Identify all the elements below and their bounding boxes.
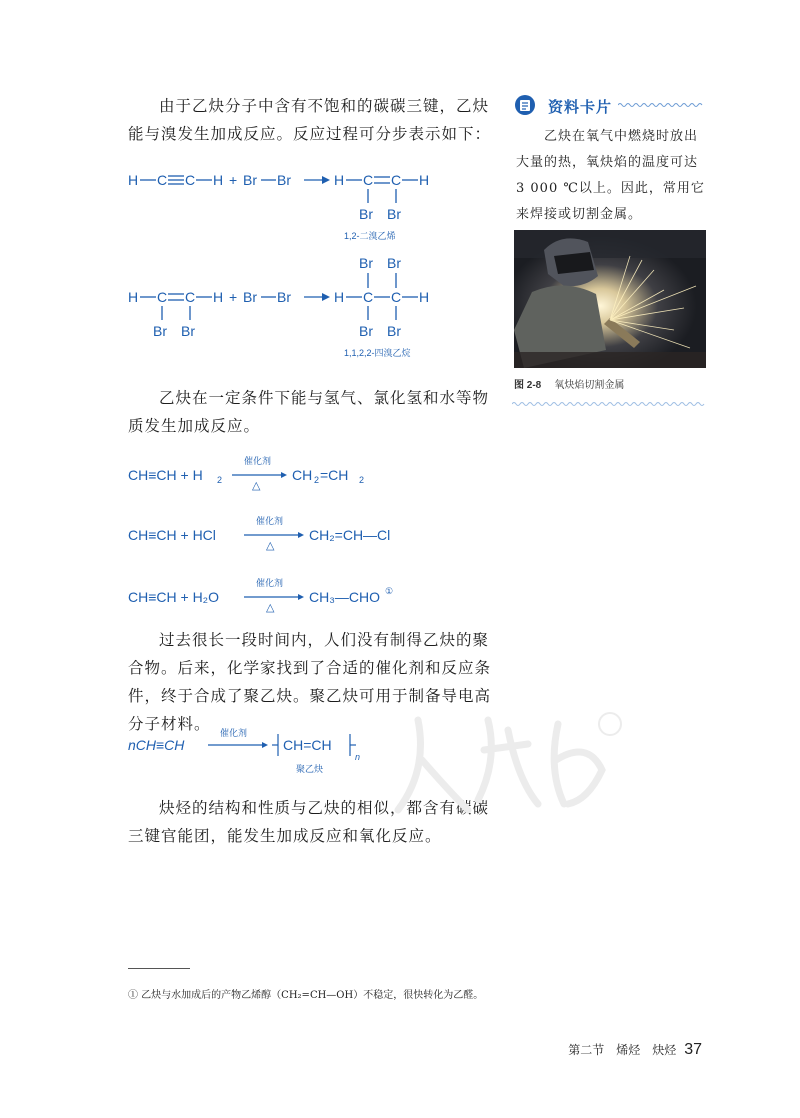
paragraph-3: 过去很长一段时间内，人们没有制得乙炔的聚合物。后来，化学家找到了合适的催化剂和反应条件，终于合成了聚乙炔。聚乙炔可用于制备导电高分子材料。 <box>128 631 492 733</box>
svg-text:Br: Br <box>359 323 373 339</box>
svg-text:C: C <box>363 172 374 188</box>
welding-photo <box>514 230 706 368</box>
svg-text:CH₂=CH—Cl: CH₂=CH—Cl <box>309 527 391 543</box>
reaction-acetylene-bromine-step1 <box>126 165 456 247</box>
svg-text:Br: Br <box>387 323 401 339</box>
svg-text:H: H <box>334 172 345 188</box>
paragraph-1: 由于乙炔分子中含有不饱和的碳碳三键，乙炔能与溴发生加成反应。反应过程可分步表示如下： <box>128 97 492 143</box>
footnote-rule <box>128 968 190 969</box>
svg-text:CH₃—CHO: CH₃—CHO <box>309 589 381 605</box>
svg-text:催化剂: 催化剂 <box>256 516 284 526</box>
svg-text:Br: Br <box>387 206 401 222</box>
svg-text:Br: Br <box>243 172 257 188</box>
svg-text:Br: Br <box>359 255 373 271</box>
figure-caption-text: 氧炔焰切割金属 <box>554 380 625 391</box>
svg-text:Br: Br <box>387 255 401 271</box>
svg-text:CH: CH <box>292 467 313 483</box>
product-name-dibromoethene: 1,2-二溴乙烯 <box>344 231 396 241</box>
svg-text:C: C <box>157 289 168 305</box>
svg-text:+: + <box>229 289 238 305</box>
svg-text:催化剂: 催化剂 <box>244 456 272 466</box>
svg-text:2: 2 <box>359 475 365 485</box>
atom-h: H <box>128 172 139 188</box>
product-name-tetrabromoethane: 1,1,2,2-四溴乙烷 <box>344 348 411 358</box>
svg-text:△: △ <box>266 540 275 552</box>
footnote: ① 乙炔与水加成后的产物乙烯醇（CH₂=CH—OH）不稳定，很快转化为乙醛。 <box>128 990 484 1001</box>
svg-text:催化剂: 催化剂 <box>220 728 248 738</box>
publisher-watermark <box>388 700 628 820</box>
reaction-hydrogen-addition <box>126 452 426 492</box>
svg-text:C: C <box>391 289 402 305</box>
svg-text:CH≡CH + HCl: CH≡CH + HCl <box>128 527 216 543</box>
svg-text:C: C <box>157 172 168 188</box>
svg-text:C: C <box>363 289 374 305</box>
svg-text:催化剂: 催化剂 <box>256 578 284 588</box>
svg-text:H: H <box>128 289 139 305</box>
svg-text:C: C <box>185 289 196 305</box>
svg-text:CH≡CH + H: CH≡CH + H <box>128 467 203 483</box>
svg-text:△: △ <box>252 480 261 492</box>
svg-text:CH=CH: CH=CH <box>283 737 332 753</box>
figure-label: 图 2-8 <box>514 380 542 391</box>
section-title: 第二节 烯烃 炔烃 <box>568 1043 677 1057</box>
svg-text:2: 2 <box>314 475 320 485</box>
svg-text:Br: Br <box>359 206 373 222</box>
paragraph-2: 乙炔在一定条件下能与氢气、氯化氢和水等物质发生加成反应。 <box>128 389 490 435</box>
sidebar-title: 资料卡片 <box>548 98 613 116</box>
svg-text:H: H <box>419 172 430 188</box>
sidebar-text: 乙炔在氧气中燃烧时放出大量的热，氧炔焰的温度可达3 000 ℃以上。因此，常用它来焊接或切割金属。 <box>516 129 705 222</box>
page-footer <box>568 1041 702 1059</box>
sidebar-title-rule <box>618 101 704 109</box>
svg-text:2: 2 <box>217 475 223 485</box>
book-icon <box>514 94 540 116</box>
reaction-hydrogen-chloride-addition <box>126 512 426 552</box>
svg-text:C: C <box>185 172 196 188</box>
svg-text:H: H <box>213 289 224 305</box>
svg-text:C: C <box>391 172 402 188</box>
svg-text:H: H <box>334 289 345 305</box>
paragraph-4: 炔烃的结构和性质与乙炔的相似，都含有碳碳三键官能团，能发生加成反应和氧化反应。 <box>128 799 490 845</box>
svg-text:Br: Br <box>153 323 167 339</box>
svg-text:nCH≡CH: nCH≡CH <box>128 737 185 753</box>
polymer-name: 聚乙炔 <box>296 764 324 774</box>
svg-text:CH≡CH + H₂O: CH≡CH + H₂O <box>128 589 219 605</box>
reaction-polymerization <box>126 726 426 776</box>
reaction-acetylene-bromine-step2 <box>126 252 456 362</box>
svg-text:Br: Br <box>243 289 257 305</box>
svg-text:Br: Br <box>181 323 195 339</box>
svg-text:n: n <box>355 752 361 762</box>
page-number: 37 <box>684 1041 702 1058</box>
sidebar-bottom-rule <box>512 400 706 408</box>
figure-caption <box>514 376 624 391</box>
svg-text:Br: Br <box>277 172 291 188</box>
svg-text:=CH: =CH <box>320 467 349 483</box>
footnote-marker: ① <box>385 586 394 596</box>
svg-text:H: H <box>419 289 430 305</box>
reaction-water-addition <box>126 574 426 614</box>
svg-text:H: H <box>213 172 224 188</box>
svg-text:+: + <box>229 172 238 188</box>
svg-text:Br: Br <box>277 289 291 305</box>
svg-text:△: △ <box>266 602 275 614</box>
